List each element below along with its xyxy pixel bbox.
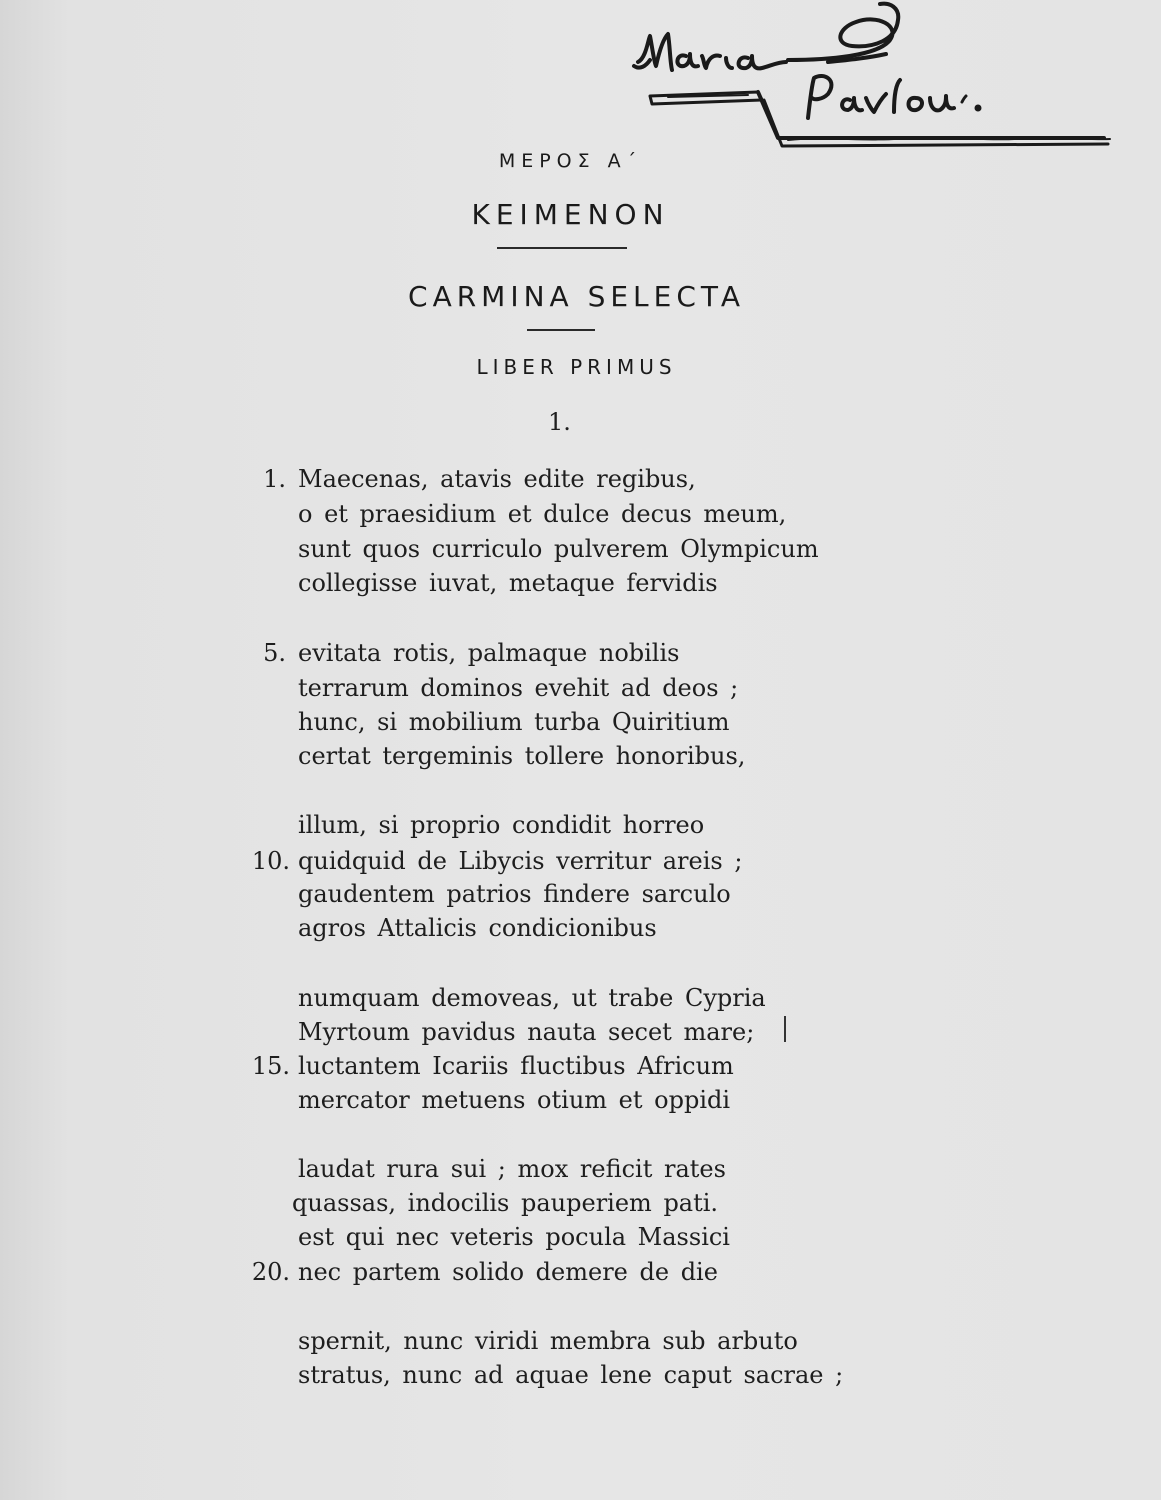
work-title: CARMINA SELECTA bbox=[408, 280, 745, 313]
verse-line: agros Attalicis condicionibus bbox=[298, 914, 657, 942]
verse-line: nec partem solido demere de die bbox=[298, 1258, 718, 1286]
verse-line: hunc, si mobilium turba Quiritium bbox=[298, 708, 730, 736]
verse-line: laudat rura sui ; mox reficit rates bbox=[298, 1155, 726, 1183]
line-number: 15. bbox=[251, 1052, 290, 1080]
poem-number: 1. bbox=[548, 408, 571, 436]
section-title: ΚΕΙΜΕΝΟΝ bbox=[471, 198, 670, 231]
divider-rule bbox=[527, 329, 595, 331]
verse-line: quassas, indocilis pauperiem pati. bbox=[292, 1189, 719, 1217]
book-title: LIBER PRIMUS bbox=[476, 355, 677, 379]
verse-line: stratus, nunc ad aquae lene caput sacrae ; bbox=[298, 1361, 844, 1389]
part-label: ΜΕΡΟΣ Α΄ bbox=[498, 150, 643, 172]
verse-line: est qui nec veteris pocula Massici bbox=[298, 1223, 730, 1251]
verse-line: terrarum dominos evehit ad deos ; bbox=[298, 674, 739, 702]
pencil-mark bbox=[784, 1016, 786, 1042]
verse-line: Maecenas, atavis edite regibus, bbox=[298, 465, 696, 493]
verse-line: o et praesidium et dulce decus meum, bbox=[298, 500, 787, 528]
verse-line: numquam demoveas, ut trabe Cypria bbox=[298, 984, 766, 1012]
line-number: 1. bbox=[263, 465, 286, 493]
verse-line: certat tergeminis tollere honoribus, bbox=[298, 742, 746, 770]
verse-line: illum, si proprio condidit horreo bbox=[298, 811, 705, 839]
handwritten-signature bbox=[628, 0, 1128, 160]
verse-line: sunt quos curriculo pulverem Olympicum bbox=[298, 535, 819, 563]
verse-line: mercator metuens otium et oppidi bbox=[298, 1086, 731, 1114]
verse-line: evitata rotis, palmaque nobilis bbox=[298, 639, 680, 667]
verse-line: gaudentem patrios findere sarculo bbox=[298, 880, 731, 908]
line-number: 5. bbox=[263, 639, 286, 667]
verse-line: Myrtoum pavidus nauta secet mare; bbox=[298, 1018, 755, 1046]
verse-line: luctantem Icariis fluctibus Africum bbox=[298, 1052, 734, 1080]
verse-line: spernit, nunc viridi membra sub arbuto bbox=[298, 1327, 798, 1355]
line-number: 20. bbox=[251, 1258, 290, 1286]
verse-line: quidquid de Libycis verritur areis ; bbox=[298, 847, 743, 875]
line-number: 10. bbox=[251, 847, 290, 875]
verse-line: collegisse iuvat, metaque fervidis bbox=[298, 569, 718, 597]
divider-rule bbox=[497, 247, 627, 249]
